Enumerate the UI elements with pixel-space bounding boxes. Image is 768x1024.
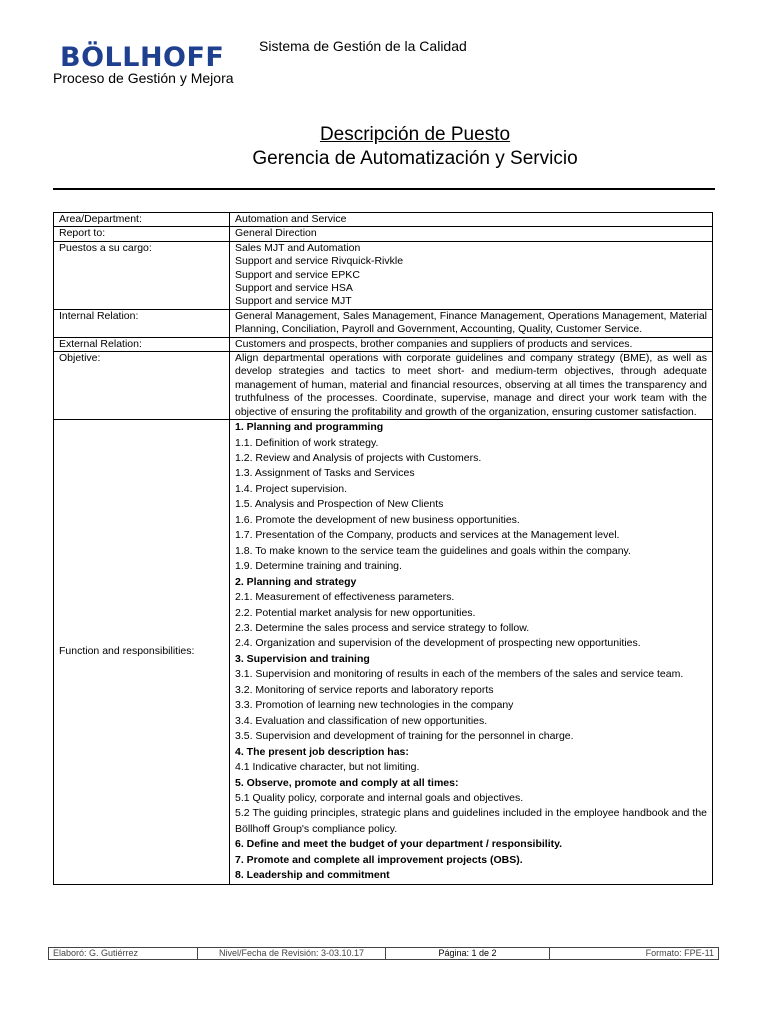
- function-item: 1.2. Review and Analysis of projects with Customers.: [235, 452, 482, 464]
- title-divider: [53, 188, 715, 190]
- report-label: Report to:: [54, 227, 230, 241]
- function-item: 7. Promote and complete all improvement projects (OBS).: [235, 853, 523, 866]
- function-item: 1.6. Promote the development of new business opportunities.: [235, 513, 520, 526]
- function-item: 2.1. Measurement of effectiveness parameters.: [235, 591, 455, 604]
- function-item: 3.1. Supervision and monitoring of results in each of the members of the sales and service team.: [235, 668, 684, 681]
- functions-list: [230, 420, 713, 885]
- list-item: Support and service Rivquick-Rivkle: [235, 255, 404, 268]
- area-label: Area/Department:: [54, 213, 230, 227]
- function-item: 3.3. Promotion of learning new technologies in the company: [235, 699, 514, 712]
- job-description-table: [53, 212, 713, 885]
- company-logo: BÖLLHOFF: [60, 42, 225, 73]
- function-item: 1.3. Assignment of Tasks and Services: [235, 467, 415, 480]
- table-row: [54, 337, 713, 351]
- objective-value: Align departmental operations with corporate guidelines and company strategy (BME), as well as develop strategies and tactics to meet short- and medium-term objectives, through adequate management of human, material and financial resources, observing at all times the transparency and truthfulness of the processes. Coordinate, supervise, manage and direct your work team with the objective of ensuring the profitability and growth of the organization, ensuring customer satisfaction.: [230, 352, 713, 420]
- positions-label: Puestos a su cargo:: [54, 241, 230, 309]
- list-item: Sales MJT and Automation: [235, 241, 361, 254]
- internal-relation-label: Internal Relation:: [54, 309, 230, 337]
- function-item: 2.3. Determine the sales process and service strategy to follow.: [235, 621, 530, 634]
- function-item: 2.4. Organization and supervision of the development of prospecting new opportunities.: [235, 637, 641, 650]
- table-row: [54, 420, 713, 885]
- function-item: 3.4. Evaluation and classification of new opportunities.: [235, 714, 488, 727]
- function-item: 1.7. Presentation of the Company, products and services at the Management level.: [235, 529, 620, 542]
- function-item: 3.5. Supervision and development of training for the personnel in charge.: [235, 730, 574, 743]
- format-code: Formato: FPE-11: [550, 948, 719, 960]
- external-relation-value: Customers and prospects, brother companies and suppliers of products and services.: [230, 337, 713, 351]
- function-item: 4.1 Indicative character, but not limiting.: [235, 761, 420, 774]
- function-item: 1.8. To make known to the service team the guidelines and goals within the company.: [235, 544, 631, 557]
- table-row: [54, 227, 713, 241]
- document-footer: [48, 947, 719, 960]
- function-item: 2. Planning and strategy: [235, 575, 357, 588]
- function-item: 4. The present job description has:: [235, 745, 409, 758]
- report-value: General Direction: [230, 227, 713, 241]
- function-item: 1.9. Determine training and training.: [235, 560, 402, 573]
- function-item: 3.2. Monitoring of service reports and laboratory reports: [235, 683, 494, 696]
- revision-info: Nivel/Fecha de Revisión: 3-03.10.17: [198, 948, 386, 960]
- list-item: Support and service HSA: [235, 282, 353, 295]
- external-relation-label: External Relation:: [54, 337, 230, 351]
- table-row: [54, 352, 713, 420]
- function-item: 8. Leadership and commitment: [235, 869, 390, 882]
- system-title: Sistema de Gestión de la Calidad: [259, 38, 467, 54]
- list-item: Support and service MJT: [235, 295, 352, 308]
- function-item: 1.5. Analysis and Prospection of New Clients: [235, 498, 444, 511]
- table-row: [54, 241, 713, 309]
- table-row: [54, 213, 713, 227]
- prepared-by: Elaboró: G. Gutiérrez: [49, 948, 198, 960]
- function-item: 1. Planning and programming: [235, 421, 384, 434]
- function-item: 6. Define and meet the budget of your department / responsibility.: [235, 838, 563, 851]
- area-value: Automation and Service: [230, 213, 713, 227]
- list-item: Support and service EPKC: [235, 268, 360, 281]
- function-item: 5.2 The guiding principles, strategic plans and guidelines included in the employee handbook and the Böllhoff Group's compliance policy.: [235, 807, 707, 835]
- internal-relation-value: General Management, Sales Management, Finance Management, Operations Management, Material Planning, Conciliation, Payroll and Government, Accounting, Quality, Customer Service.: [230, 309, 713, 337]
- page-number: Página: 1 de 2: [386, 948, 550, 960]
- function-item: 1.4. Project supervision.: [235, 482, 348, 495]
- document-title: Descripción de Puesto: [319, 124, 511, 145]
- table-row: [49, 948, 719, 960]
- function-item: 3. Supervision and training: [235, 652, 370, 665]
- function-item: 5. Observe, promote and comply at all times:: [235, 776, 459, 789]
- function-item: 5.1 Quality policy, corporate and internal goals and objectives.: [235, 791, 524, 804]
- function-item: 2.2. Potential market analysis for new opportunities.: [235, 606, 476, 619]
- positions-list: [230, 241, 713, 309]
- objective-label: Objetive:: [54, 352, 230, 420]
- process-title: Proceso de Gestión y Mejora: [53, 70, 234, 86]
- functions-label: Function and responsibilities:: [54, 420, 230, 885]
- document-subtitle: Gerencia de Automatización y Servicio: [252, 148, 578, 169]
- table-row: [54, 309, 713, 337]
- function-item: 1.1. Definition of work strategy.: [235, 436, 379, 449]
